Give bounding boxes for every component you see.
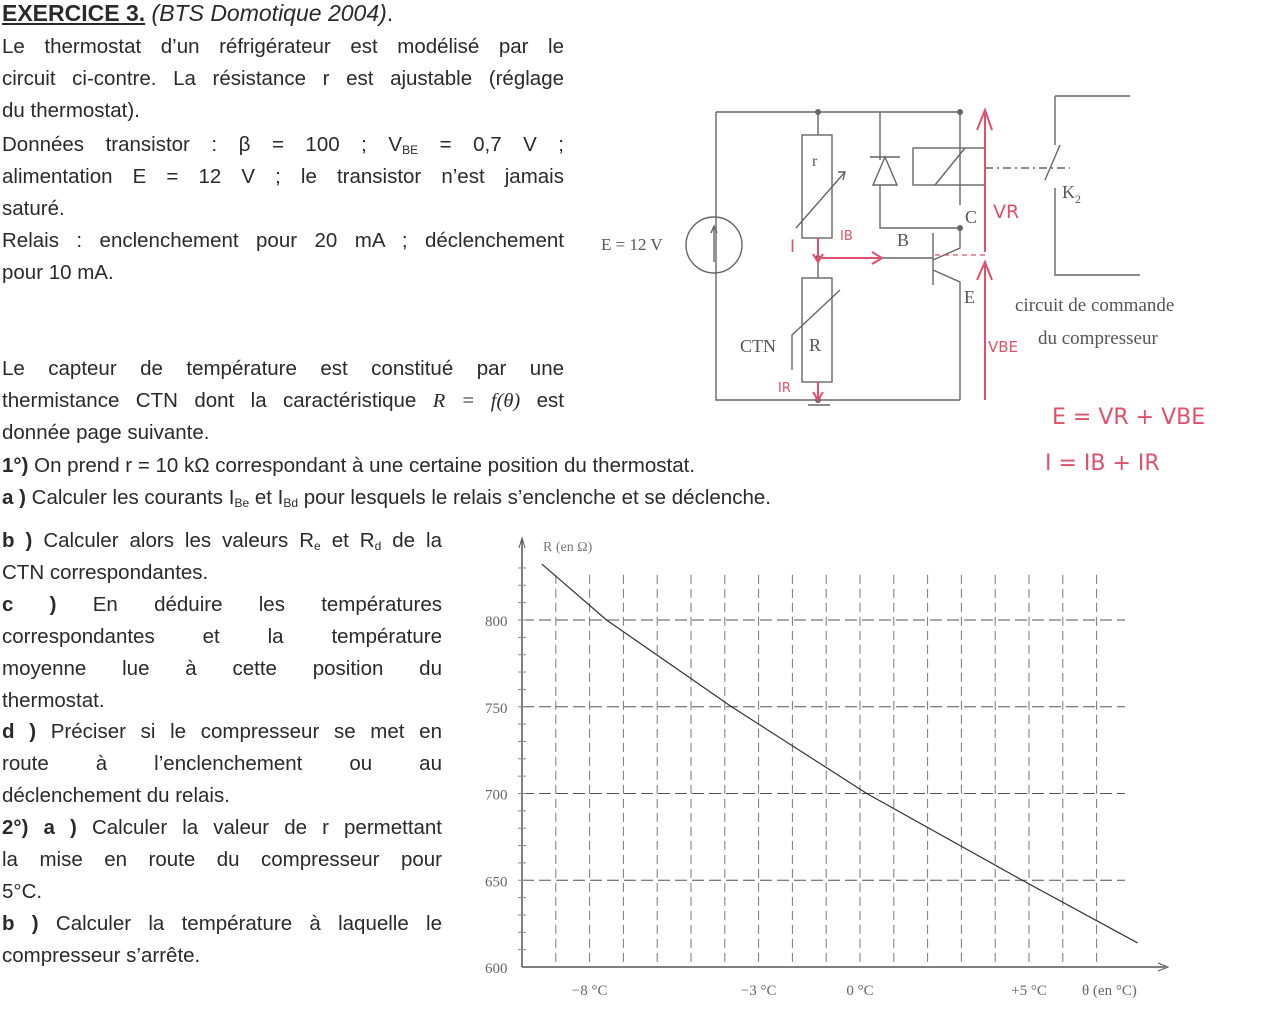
text: On prend r = 10 kΩ correspondant à une certaine position du thermostat. (28, 454, 696, 477)
sensor-line: Le capteur de température est constitué par une (2, 357, 564, 380)
x-tick-label: −3 °C (740, 983, 777, 999)
data-point (866, 793, 867, 794)
relay-data: Relais : enclenchement pour 20 mA ; déclenchement (2, 229, 564, 252)
emitter-label: E (964, 287, 975, 307)
label: a ) (28, 816, 77, 839)
data-point (606, 619, 607, 620)
text: et I (249, 486, 284, 509)
compressor-contact (1045, 96, 1140, 275)
subscript: 2 (1075, 192, 1081, 206)
question-2a-line: la mise en route du compresseur pour (2, 848, 442, 871)
question-1d (2, 719, 442, 745)
sensor-line: donnée page suivante. (2, 421, 210, 444)
data-line-R-theta (542, 564, 1137, 942)
x-axis-arrow-icon (1158, 963, 1168, 971)
text: Préciser si le compresseur se met en (36, 720, 442, 743)
data-point (1137, 942, 1138, 943)
text: de la (381, 529, 443, 552)
text: K (1062, 182, 1075, 202)
current-IB-label: IB (840, 229, 853, 244)
question-1d-line: route à l’enclenchement ou au (2, 752, 442, 775)
y-axis-arrow-icon (519, 538, 525, 548)
caption-line-2: du compresseur (1038, 328, 1158, 349)
intro-line: du thermostat). (2, 99, 140, 122)
question-1d-line: déclenchement du relais. (2, 784, 230, 807)
exercise-number: EXERCICE 3. (2, 0, 146, 26)
variable-arrow-icon (796, 172, 845, 228)
data-point (731, 706, 732, 707)
y-tick-label: 600 (485, 961, 508, 977)
subscript: Bd (283, 496, 299, 510)
label: b ) (2, 912, 39, 935)
question-1b (2, 528, 442, 559)
question-2a-line: 5°C. (2, 880, 43, 903)
diode-symbol (870, 157, 900, 185)
equation-current: I = IB + IR (1045, 451, 1160, 476)
intro-line: saturé. (2, 197, 65, 220)
text: En déduire les températures (56, 593, 442, 616)
question-1c-line: moyenne lue à cette position du (2, 657, 442, 680)
text: Calculer alors les valeurs R (32, 529, 315, 552)
question-2b (2, 911, 442, 937)
text: et R (320, 529, 375, 552)
y-axis-label: R (en Ω) (543, 540, 593, 555)
x-tick-label: +5 °C (1011, 983, 1047, 999)
voltage-VBE-label: VBE (988, 338, 1019, 356)
source-label: E = 12 V (601, 235, 663, 254)
thermistor-mark (792, 290, 840, 370)
question-1b-line: CTN correspondantes. (2, 561, 209, 584)
subscript: d (374, 539, 382, 553)
intro-line: alimentation E = 12 V ; le transistor n’est jamais (2, 165, 564, 188)
formula: R = f(θ) (432, 390, 521, 412)
subscript: BE (402, 143, 419, 157)
text: Données transistor : β = 100 ; V (2, 133, 403, 156)
data-point (542, 564, 543, 565)
question-1c (2, 592, 442, 618)
handwritten-annotations (813, 110, 992, 400)
text: Calculer la température à laquelle le (38, 912, 442, 935)
question-1c-line: correspondantes et la température (2, 625, 442, 648)
label: d ) (2, 720, 37, 743)
intro-line: circuit ci-contre. La résistance r est ajustable (réglage (2, 67, 564, 90)
y-tick-label: 800 (485, 614, 508, 630)
text: thermistance CTN dont la caractéristique (2, 389, 433, 412)
intro-line: Le thermostat d’un réfrigérateur est modélisé par le (2, 35, 564, 58)
question-2a (2, 815, 442, 841)
label: c ) (2, 593, 57, 616)
current-IR-label: IR (778, 381, 791, 396)
data-point (1022, 880, 1023, 881)
resistor-r (802, 135, 832, 238)
resistor-label: r (812, 153, 818, 170)
question-1c-line: thermostat. (2, 689, 105, 712)
exercise-source: (BTS Domotique 2004) (151, 0, 387, 26)
equation-voltage: E = VR + VBE (1052, 405, 1206, 430)
label: a ) (2, 486, 26, 509)
x-axis-label: θ (en °C) (1082, 983, 1137, 999)
y-tick-label: 700 (485, 787, 508, 804)
text: pour lesquels le relais s’enclenche et se déclenche. (298, 486, 771, 509)
base-label: B (897, 230, 910, 250)
y-tick-label: 650 (485, 874, 508, 891)
title-period: . (386, 0, 394, 26)
text: Calculer la valeur de r permettant (76, 816, 443, 839)
text: = 0,7 V ; (418, 133, 565, 156)
collector-label: C (965, 207, 978, 227)
voltage-VR-label: VR (993, 201, 1020, 223)
thermistor-R (802, 278, 832, 382)
x-tick-label: 0 °C (846, 983, 874, 999)
circuit-wires (716, 112, 960, 400)
x-tick-label: −8 °C (571, 983, 608, 999)
text: est (520, 389, 564, 412)
relay-data: pour 10 mA. (2, 261, 114, 284)
switch-label (1062, 182, 1081, 206)
ctn-label: CTN (740, 336, 776, 356)
text: Calculer les courants I (25, 486, 235, 509)
thermistor-label: R (809, 335, 822, 355)
y-tick-label: 750 (485, 700, 508, 717)
relay-coil (913, 148, 985, 185)
question-number: 2°) (2, 816, 29, 839)
subscript: Be (234, 496, 250, 510)
caption-line-1: circuit de commande (1015, 295, 1175, 316)
question-number: 1°) (2, 454, 29, 477)
question-2b-line: compresseur s’arrête. (2, 944, 201, 967)
label: b ) (2, 529, 33, 552)
subscript: e (314, 539, 321, 553)
current-I-label: I (790, 237, 796, 257)
